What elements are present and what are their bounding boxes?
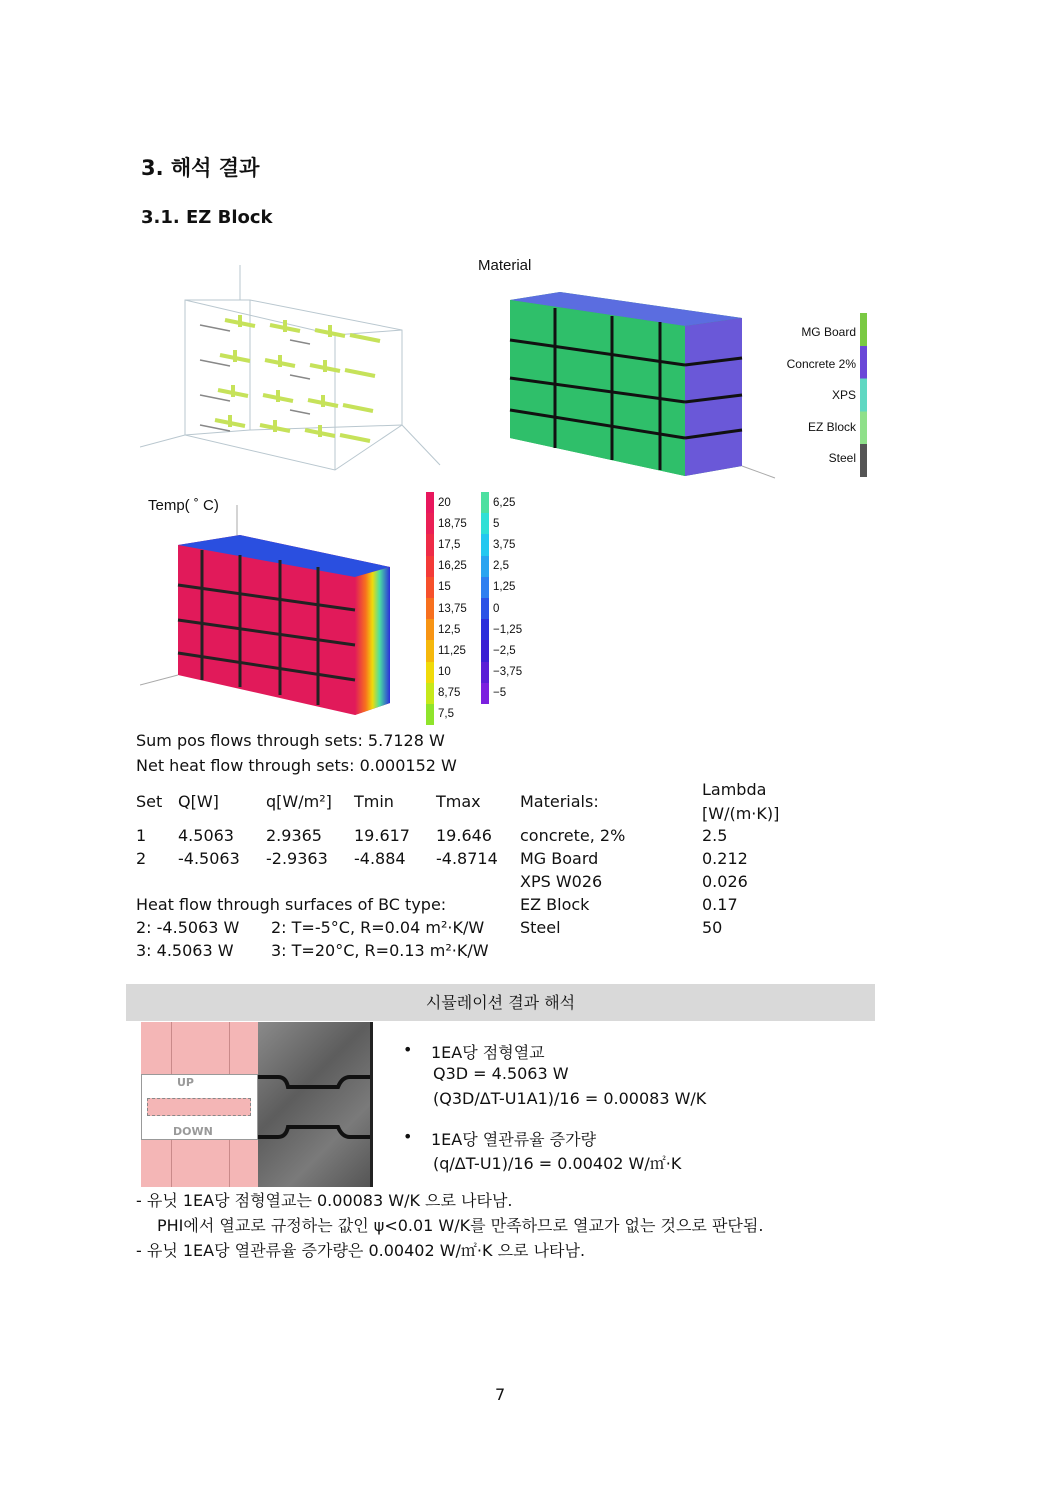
row1-qm2: 2.9365 xyxy=(266,826,322,845)
scale-label: −3,75 xyxy=(493,666,523,679)
swatch xyxy=(481,683,489,704)
wireframe-figure xyxy=(140,255,470,480)
diagram-up-label: UP xyxy=(177,1076,194,1089)
swatch xyxy=(426,513,434,534)
row1-q: 4.5063 xyxy=(178,826,234,845)
bc-flow: 2: -4.5063 W xyxy=(136,918,240,937)
note-1: - 유닛 1EA당 점형열교는 0.00083 W/K 으로 나타남. xyxy=(136,1191,513,1210)
header-set: Set xyxy=(136,792,163,811)
swatch xyxy=(481,619,489,640)
bc-flow: 3: 4.5063 W xyxy=(136,941,234,960)
material-block-figure xyxy=(480,280,780,480)
swatch xyxy=(481,492,489,513)
legend-steel: Steel xyxy=(828,451,856,465)
bullet1-title: 1EA당 점형열교 xyxy=(431,1043,545,1062)
material-name: MG Board xyxy=(520,849,599,868)
header-lambda: Lambda xyxy=(702,780,767,799)
temp-scale-right xyxy=(481,492,522,704)
legend-xps: XPS xyxy=(831,388,856,402)
material-lambda: 50 xyxy=(702,918,723,937)
bullet-dot: • xyxy=(403,1127,413,1146)
net-heat-flow: Net heat flow through sets: 0.000152 W xyxy=(136,756,457,775)
legend-bar xyxy=(860,313,867,477)
material-title: Material xyxy=(478,257,532,274)
bullet1-line2: (Q3D/ΔT-U1A1)/16 = 0.00083 W/K xyxy=(433,1089,707,1108)
note-3: - 유닛 1EA당 열관류율 증가량은 0.00402 W/㎡·K 으로 나타남. xyxy=(136,1241,586,1260)
swatch xyxy=(426,534,434,555)
scale-label: 16,25 xyxy=(438,560,467,573)
bullet2-title: 1EA당 열관류율 증가량 xyxy=(431,1130,597,1149)
swatch xyxy=(426,556,434,577)
scale-label: 20 xyxy=(438,496,451,509)
bc-cond: 3: T=20°C, R=0.13 m²·K/W xyxy=(271,941,489,960)
scale-label: 15 xyxy=(438,581,451,594)
swatch xyxy=(426,662,434,683)
header-lambda-unit: [W/(m·K)] xyxy=(702,804,780,823)
swatch xyxy=(426,704,434,725)
swatch xyxy=(481,662,489,683)
material-name: concrete, 2% xyxy=(520,826,626,845)
header-materials: Materials: xyxy=(520,792,599,811)
material-name: XPS W026 xyxy=(520,872,603,891)
scale-label: 3,75 xyxy=(493,538,516,551)
legend-concrete: Concrete 2% xyxy=(786,357,856,371)
temp-scale-left xyxy=(426,492,467,725)
scale-label: 10 xyxy=(438,666,451,679)
bc-cond: 2: T=-5°C, R=0.04 m²·K/W xyxy=(271,918,485,937)
scale-label: 12,5 xyxy=(438,623,461,636)
row1-tmax: 19.646 xyxy=(436,826,492,845)
material-name: Steel xyxy=(520,918,561,937)
row1-set: 1 xyxy=(136,826,147,845)
header-q: Q[W] xyxy=(178,792,219,811)
swatch xyxy=(426,683,434,704)
scale-label: 13,75 xyxy=(438,602,467,615)
banner-title: 시뮬레이션 결과 해석 xyxy=(425,993,576,1012)
swatch xyxy=(481,640,489,661)
bullet1-line1: Q3D = 4.5063 W xyxy=(433,1064,569,1083)
scale-label: 2,5 xyxy=(493,560,509,573)
diagram-down-label: DOWN xyxy=(173,1125,213,1138)
row2-set: 2 xyxy=(136,849,147,868)
row2-tmin: -4.884 xyxy=(354,849,406,868)
analysis-banner xyxy=(126,984,875,1021)
temp-title: Temp( ˚ C) xyxy=(148,497,219,514)
temperature-block-figure xyxy=(140,505,410,720)
material-name: EZ Block xyxy=(520,895,590,914)
scale-label: 0 xyxy=(493,602,500,615)
header-tmin: Tmin xyxy=(354,792,394,811)
page-number: 7 xyxy=(495,1385,506,1404)
scale-label: −5 xyxy=(493,687,507,700)
header-tmax: Tmax xyxy=(436,792,481,811)
swatch xyxy=(426,640,434,661)
bullet-dot: • xyxy=(403,1040,413,1059)
row2-tmax: -4.8714 xyxy=(436,849,498,868)
row1-tmin: 19.617 xyxy=(354,826,410,845)
swatch xyxy=(426,598,434,619)
section-title: 3. 해석 결과 xyxy=(141,156,260,180)
legend-ez-block: EZ Block xyxy=(807,420,856,434)
ez-block-diagram xyxy=(141,1022,373,1187)
swatch xyxy=(481,534,489,555)
material-lambda: 0.026 xyxy=(702,872,748,891)
swatch xyxy=(481,598,489,619)
row2-qm2: -2.9363 xyxy=(266,849,328,868)
subsection-title: 3.1. EZ Block xyxy=(141,207,273,228)
material-lambda: 0.212 xyxy=(702,849,748,868)
scale-label: 8,75 xyxy=(438,687,461,700)
scale-label: −1,25 xyxy=(493,623,523,636)
scale-label: 18,75 xyxy=(438,517,467,530)
scale-label: 6,25 xyxy=(493,496,516,509)
swatch xyxy=(426,577,434,598)
swatch xyxy=(426,619,434,640)
row2-q: -4.5063 xyxy=(178,849,240,868)
results-table xyxy=(136,778,796,968)
swatch xyxy=(481,577,489,598)
swatch xyxy=(481,513,489,534)
sum-pos-flows: Sum pos flows through sets: 5.7128 W xyxy=(136,731,445,750)
scale-label: −2,5 xyxy=(493,644,516,657)
legend-mg-board: MG Board xyxy=(801,325,856,339)
scale-label: 17,5 xyxy=(438,538,461,551)
scale-label: 1,25 xyxy=(493,581,516,594)
scale-label: 5 xyxy=(493,517,500,530)
material-lambda: 2.5 xyxy=(702,826,728,845)
note-2: PHI에서 열교로 규정하는 값인 ψ<0.01 W/K를 만족하므로 열교가 없는 것으로 판단됨. xyxy=(157,1216,764,1235)
bc-title: Heat flow through surfaces of BC type: xyxy=(136,895,447,914)
material-lambda: 0.17 xyxy=(702,895,738,914)
swatch xyxy=(481,556,489,577)
bullet2-line1: (q/ΔT-U1)/16 = 0.00402 W/㎡·K xyxy=(433,1154,682,1173)
scale-label: 11,25 xyxy=(438,644,466,657)
header-qm2: q[W/m²] xyxy=(266,792,332,811)
swatch xyxy=(426,492,434,513)
scale-label: 7,5 xyxy=(438,708,454,721)
